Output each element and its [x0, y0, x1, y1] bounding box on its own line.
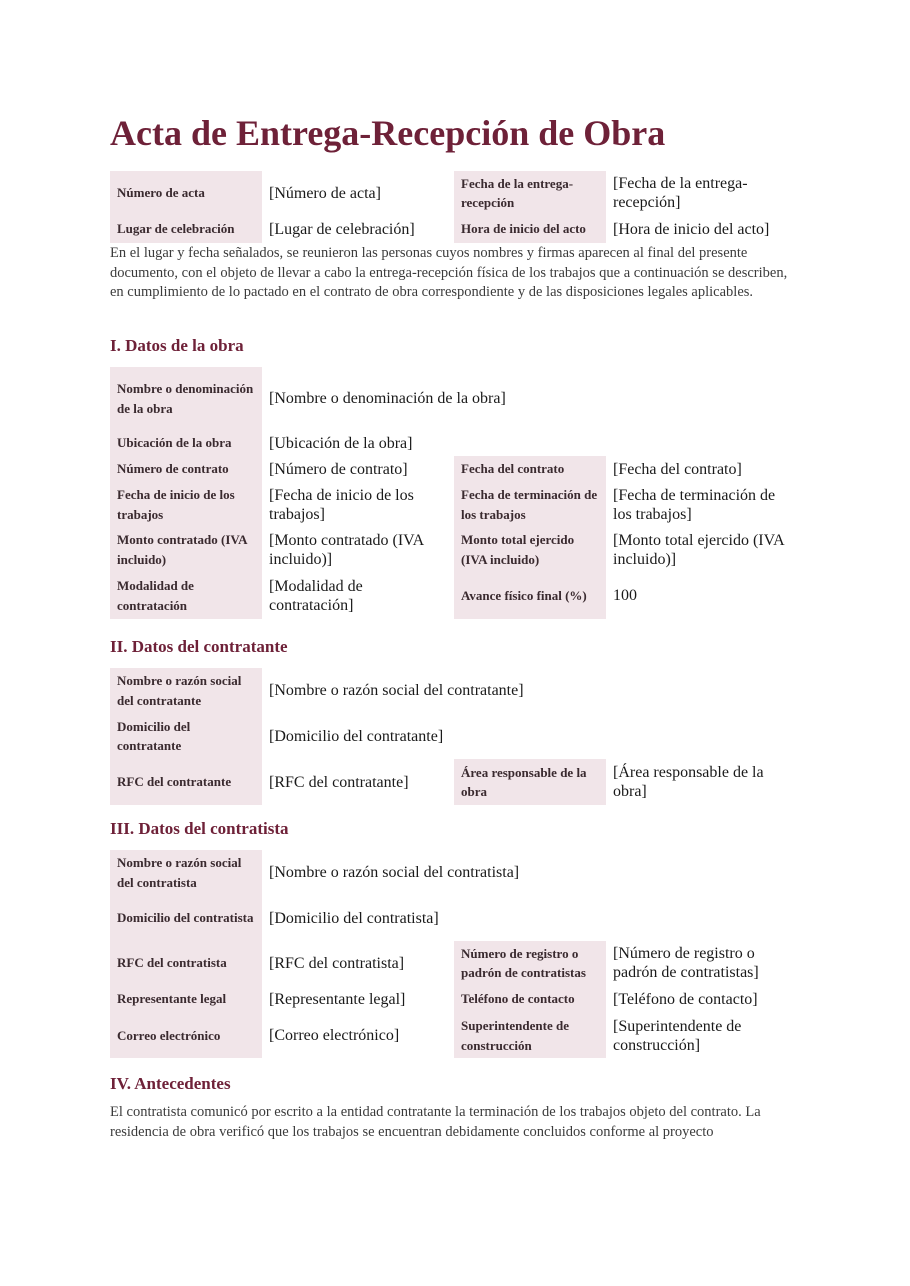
- obra-avance-value: 100: [613, 587, 637, 604]
- obra-termino-label: Fecha de terminación de los trabajos: [454, 482, 606, 527]
- contratista-representante-value: [Representante legal]: [269, 990, 406, 1008]
- contratista-telefono-value: [Teléfono de contacto]: [613, 990, 758, 1008]
- obra-num-contrato-value: [Número de contrato]: [269, 460, 408, 478]
- contratante-domicilio-label: Domicilio del contratante: [110, 713, 262, 759]
- contratista-registro-value: [Número de registro o padrón de contratistas]: [613, 945, 759, 981]
- intro-paragraph: En el lugar y fecha señalados, se reunieron las personas cuyos nombres y firmas aparecen al final del presente documento, con el objeto de llevar a cabo la entrega-recepción física de los trabajos que a continuación se describen, en cumplimiento de lo pactado en el contrato de obra correspondiente y de las disposiciones legales aplicables.: [110, 245, 788, 300]
- contratante-rfc-value: [RFC del contratante]: [269, 773, 409, 791]
- document-title: Acta de Entrega-Recepción de Obra: [110, 113, 666, 153]
- section-contratante-heading: II. Datos del contratante: [110, 637, 288, 656]
- obra-nombre-value: [Nombre o denominación de la obra]: [269, 390, 506, 407]
- contratista-nombre-value: [Nombre o razón social del contratista]: [269, 864, 520, 881]
- contratante-nombre-label: Nombre o razón social del contratante: [110, 668, 262, 713]
- obra-ubicacion-label: Ubicación de la obra: [110, 430, 262, 456]
- obra-fecha-contrato-label: Fecha del contrato: [454, 456, 606, 482]
- contratista-superintendente-value: [Superintendente de construcción]: [613, 1017, 742, 1054]
- section-antecedentes-heading: IV. Antecedentes: [110, 1074, 231, 1093]
- obra-inicio-label: Fecha de inicio de los trabajos: [110, 482, 262, 527]
- obra-monto-ejercido-value: [Monto total ejercido (IVA incluido)]: [613, 531, 784, 568]
- hora-label: Hora de inicio del acto: [454, 215, 606, 243]
- obra-table: [110, 367, 800, 619]
- acta-info-table: [110, 171, 800, 243]
- obra-termino-value: [Fecha de terminación de los trabajos]: [613, 486, 776, 523]
- numero-acta-label: Número de acta: [110, 171, 262, 215]
- fecha-entrega-label: Fecha de la entrega-recepción: [454, 171, 606, 215]
- section-contratista-heading: III. Datos del contratista: [110, 819, 289, 838]
- obra-avance-label: Avance físico final (%): [454, 572, 606, 619]
- lugar-label: Lugar de celebración: [110, 215, 262, 243]
- contratista-correo-value: [Correo electrónico]: [269, 1027, 400, 1044]
- contratista-rfc-label: RFC del contratista: [110, 941, 262, 985]
- section-obra-heading: I. Datos de la obra: [110, 336, 244, 355]
- contratante-nombre-value: [Nombre o razón social del contratante]: [269, 682, 524, 699]
- obra-modalidad-label: Modalidad de contratación: [110, 572, 262, 619]
- contratista-domicilio-label: Domicilio del contratista: [110, 895, 262, 941]
- contratante-table: [110, 668, 800, 805]
- fecha-entrega-value: [Fecha de la entrega-recepción]: [613, 175, 748, 211]
- contratista-representante-label: Representante legal: [110, 985, 262, 1013]
- contratante-domicilio-value: [Domicilio del contratante]: [269, 727, 444, 745]
- hora-value: [Hora de inicio del acto]: [613, 220, 770, 238]
- numero-acta-value: [Número de acta]: [269, 184, 381, 202]
- antecedentes-paragraph: El contratista comunicó por escrito a la entidad contratante la terminación de los trabajos objeto del contrato. La residencia de obra verificó que los trabajos se encuentran debidamente concluidos conforme al proyecto: [110, 1104, 761, 1140]
- contratante-rfc-label: RFC del contratante: [110, 759, 262, 805]
- obra-monto-value: [Monto contratado (IVA incluido)]: [269, 531, 424, 568]
- obra-ubicacion-value: [Ubicación de la obra]: [269, 434, 413, 452]
- contratista-table: [110, 850, 800, 1058]
- contratante-area-value: [Área responsable de la obra]: [613, 764, 764, 800]
- contratante-area-label: Área responsable de la obra: [454, 759, 606, 805]
- obra-inicio-value: [Fecha de inicio de los trabajos]: [269, 486, 414, 523]
- obra-num-contrato-label: Número de contrato: [110, 456, 262, 482]
- obra-monto-ejercido-label: Monto total ejercido (IVA incluido): [454, 527, 606, 572]
- obra-fecha-contrato-value: [Fecha del contrato]: [613, 460, 742, 478]
- obra-nombre-label: Nombre o denominación de la obra: [110, 367, 262, 430]
- lugar-value: [Lugar de celebración]: [269, 220, 415, 238]
- contratista-rfc-value: [RFC del contratista]: [269, 954, 405, 972]
- contratista-telefono-label: Teléfono de contacto: [454, 985, 606, 1013]
- contratista-correo-label: Correo electrónico: [110, 1013, 262, 1058]
- obra-monto-label: Monto contratado (IVA incluido): [110, 527, 262, 572]
- contratista-nombre-label: Nombre o razón social del contratista: [110, 850, 262, 895]
- contratista-superintendente-label: Superintendente de construcción: [454, 1013, 606, 1058]
- obra-modalidad-value: [Modalidad de contratación]: [269, 577, 363, 614]
- contratista-registro-label: Número de registro o padrón de contratistas: [454, 941, 606, 985]
- contratista-domicilio-value: [Domicilio del contratista]: [269, 909, 439, 927]
